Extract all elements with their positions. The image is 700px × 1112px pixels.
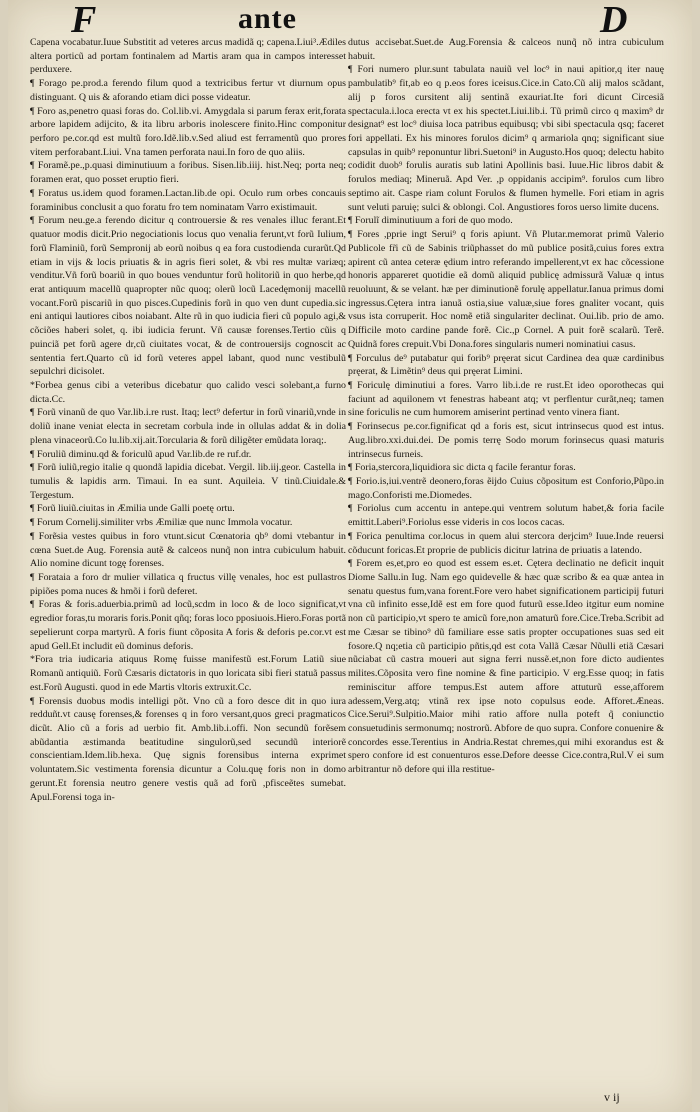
entry-forensia: ¶ Forẽsia vestes quibus in foro vtunt.sicut Cœnatoria qb⁹ domi vtebantur in cœna Suet.de Aug. Forensia autẽ & calceos nunq̃ non intra cubiculum habuit. Alio nomine dicunt togę forenses.	[30, 530, 346, 570]
header-left-letter: F	[71, 0, 97, 41]
entry-forum-vinarium: ¶ Forũ vinanũ de quo Var.lib.i.re rust. Itaq; lect⁹ defertur in forũ vinariũ,vnde in doliũ inane veniat electa in secretam corbula inde in ollulas addat & in dolia plena vinaceorũ.Co lu.lib.xij.ait.Torcularia & forũ diligẽter emũdata loraq;.	[30, 407, 346, 446]
book-page	[8, 0, 692, 1112]
entry-forum-iulium: ¶ Forũ iuliũ,regio italie q quondã lapidia dicebat. Vergil. lib.iij.geor. Castella in tumulis & lapidis arm. Timaui. In ea sunt. Aquileia. V tinũ.Ciuidale.& Tergestum.	[30, 462, 346, 501]
entry-forinsecus: ¶ Forinsecus pe.cor.fignificat qd a foris est, sicut intrinsecus quod est intus. Aug.libro.xxi.dui.dei. De pomis terrę Sodo morum forinsecus quasi maturis intrinsecus furneis.	[348, 421, 664, 460]
entry-foria: ¶ Foria,stercora,liquidiora sic dicta q facile ferantur foras.	[348, 462, 576, 474]
entry-forculus: ¶ Forculus de⁹ putabatur qui forib⁹ pręerat sicut Cardinea dea quæ cardinibus pręerat, & Limẽtin⁹ deus qui pręerat Limini.	[348, 352, 664, 378]
right-text-column	[348, 36, 664, 1076]
running-header	[8, 0, 692, 41]
entry-foriculae: ¶ Foriculę diminutiui a fores. Varro lib.i.de re rust.Et ideo oporothecas qui faciunt ad aquilonem vt fenestras habeant atq; vt perflentur curãt,neq; tamen sine foriculis ne cum humorem amiserint pertinad vento vinera fiant.	[348, 379, 664, 419]
entry-foriolus: ¶ Foriolus cum accentu in antepe.qui ventrem solutum habet,& foria facile emittit.Laberi⁹.Foriolus esse videris in cos locos cacas.	[348, 503, 664, 529]
entry-fora-tria: *Fora tria iudicaria atiquus Romę fuisse manifestũ est.Forum Latiũ siue Romanũ antiquiũ. Forũ Cæsaris dictatoris in quo loricata sibi fieri statuã passus est.Forũ Augusti. quod in ede Martis vltoris extruxit.Cc.	[30, 654, 346, 693]
entry-forensis: ¶ Forensis duobus modis intelligi põt. Vno cũ a foro desce dit in quo iura redduñt.vt causę forenses,& forenses q in foro versant,quos greci pragmaticos dicũt. Alio cũ a foris ad uerbio fit. Amb.lib.i.offi. Non secundũ forẽsem abũdantia æstimanda beatitudine singulorũ,sed secundũ interiorẽ conscientiam.Idem.lib.hexa. Quę signis forensibus interna exprimet voluntatem.Sic vestimenta forensia dicuntur a Colu.quę foris non in domo gerunt.Et forensia neutro genere vestis quã ad forũ ,pfisceẽtes sumebat. Apul.Forensi toga in-	[30, 695, 346, 803]
signature-mark: v ij	[604, 1090, 620, 1104]
header-word: ante	[238, 2, 297, 35]
entry-foro: ¶ Foro as,penetro quasi foras do. Col.lib.vi. Amygdala si parum ferax erit,forata arbore lapidem adijcito, & ita libru arboris inolescere finito.Hinc componitur perforo pe.cor.qd est multũ foro.Idẽ.lib.v.Sed aliud est ferramentũ quo prores vitem perforabant.Liui. Vna tamen perforata naui.In foro de quo aliis.	[30, 105, 346, 158]
entry-forica: ¶ Forica penultima cor.locus in quem alui stercora derjcim⁹ Iuue.Inde reuersi cõducunt foricas.Et proprie de publicis dicitur latrina de priuatis a latendo.	[348, 530, 664, 556]
entry-fores: ¶ Fores ,pprie ingt Serui⁹ q foris apiunt. Vñ Plutar.memorat primũ Valerio Publicole fr̃i cũ de Sabinis triũphasset do mũ publice positã,cuius fores extra apirent cũ antea ceteræ ędium intro referando impellerent,vt ex hac cõcessione honoris appareret quotidie eã domũ aliquid publicę admissurã Valuæ q intus reuoluunt, & se velant. hæ per diminutionẽ forulę appellatur.Ianua primus domi ingressus.Cętera intra ianuã ostia,siue valuæ,siue fores gnaliter vocant, quis vsus ista corruperit. Hoc nomẽ etiã singulariter declinat. Oui.lib. prio de amo. Difficile moto cardine pande forẽ. Cic.,p Cornel. A puit forẽ scalarũ. Terẽ. Quidnã fores crepuit.Vbi Dona.fores singularis numeri nominatiui casus.	[348, 229, 664, 350]
entry-forum-liuium: ¶ Forũ liuiũ.ciuitas in Æmilia unde Galli poetę ortu.	[30, 503, 235, 515]
entry-continuation: dutus accisebat.Suet.de Aug.Forensia & calceos nunq̃ nõ intra cubiculum habuit.	[348, 37, 664, 62]
entry-fori: ¶ Fori numero plur.sunt tabulata nauiũ vel loc⁹ in naui apitior,q iter nauę pambulatib⁹ fit,ab eo q p.eos fores iceisus.Cice.in Cato.Cũ alij malos scãdant, alij p foros cursitent alij sentinã exauriat.Ite fori dicunt Circesiã spectacula.i.loca erecta vt ex his spectet.Liui.lib.i. Tũ primũ circo q maxim⁹ dr designat⁹ est loc⁹ diuisa loca patribus equibusq; vbi sibi spectacula qsq; faceret fori appellati. Ex his minores forulos dicim⁹ q armariola qnq; significant siue capsulas in quib⁹ reponuntur libri.Suetoni⁹ in Augusto.Hos quoq; delectu habito codidit duob⁹ forulis auratis sub latini Apollinis basi. Iuue.Hic libros dabit & forulos mediaq; Mineruã. Apd Ver. ,p oppidanis accipim⁹. forulos cum libro septimo ait. Caspe riam colunt Forulos & flumen hymelle. Fori etiam in agris sunt veluti paruię; sulci & oblongi. Col. Angustiores foros uerso limite ducens.	[348, 64, 664, 213]
entry-foratus: ¶ Foratus us.idem quod foramen.Lactan.lib.de opi. Oculo rum orbes concauis foraminibus conclusit a quo foratu fro tem nominatam Varro existimauit.	[30, 187, 346, 213]
entry-forem: ¶ Forem es,et,pro eo quod est essem es.et. Cętera declinatio ne deficit inquit Diome Sallu.in Iug. Nam ego quidevelle & hæc quæ scribo & ea quæ antea in senatu questus fum,vana forent.Fore vero habet significationem participij futuri vna cũ infinito esse,Idẽ est em fore quod futurũ esse.Ideo itgitur eum nomine non cũ participio,vt spero te amicũ fore,non amaturũ fore.Cice.Treba.Scribit ad me Cæsar se tibino⁹ dũ familiare esse satis propter occupationes suas sed eit fosore.Q nq;etia cũ participio pñtis,qd est cota Vallã Cæsar Nũulli etiã Cæsari nũciabat cũ castra moueri aut signa ferri nussẽ.et,non fore dicto audientes milites.Cõposita vero fine nomine & fine participio. V erg.Esse quoq; in fatis reminiscitur affore tempus.Est autem affore attuturũ esse,afforem adessem,Verg.atq; vtinã rex ipse noto copulsus eode. Afforet.Æneas. Cice.Serui⁹.Sulpitio.Maior mihi ratio affore nulla poteft q̃ coniunctio consuetudinis sermonumq; nostrorũ. Abfore de quo supra. Confore conuenire & concordes esse.Terentius in Andria.Restat chremes,qui mihi exorandus est & spero confore id est conuenturos esse.Defore deesse Cice.contra,Rul.V ei sum arbitrantur nõ defore qui illa restitue-	[348, 558, 664, 776]
entry-foras: ¶ Foras & foris.aduerbia.primũ ad locũ,scdm in loco & de loco significat,vt egredior foras,tu moraris foris.Ponit qñq; foras loco pposiuois.Hiero.Foras portã sepelierunt corpa martyrũ. A foris fiunt cõposita A foris & deforis pe.cor.vt est apud Gell.Et includit eũ dominus deforis.	[30, 599, 346, 652]
entry-forum-cornelij: ¶ Forum Cornelij.similiter vrbs Æmiliæ que nunc Immola vocatur.	[30, 517, 293, 529]
left-text-column	[30, 36, 346, 1076]
entry-forago: ¶ Forago pe.prod.a ferendo filum quod a textricibus fertur vt diurnum opus distinguant. Q uis & aforando etiam dici posse videatur.	[30, 78, 346, 103]
entry-forulum: ¶ Foruliũ diminu.qd & foriculũ apud Var.lib.de re ruf.dr.	[30, 448, 252, 460]
entry-foramen: ¶ Foramẽ.pe.,p.quasi diminutiuum a foribus. Sisen.lib.iiij. hist.Neq; porta neq; foramen erat, quo posset eruptio fieri.	[30, 160, 346, 186]
entry-forbea: *Forbea genus cibi a veteribus dicebatur quo calido vesci solebant,a furno dicta.Cc.	[30, 379, 346, 405]
entry-foruli: ¶ Forulĩ diminutiuum a fori de quo modo.	[348, 215, 513, 227]
entry-forum: ¶ Forum neu.ge.a ferendo dicitur q controuersie & res venales illuc ferant.Et quatuor modis dicit.Prio negociationis locus quo venalia ferunt,vt forũ Iulium, forũ Flaminiũ, forũ Sempronij ab eorũ noibus q ea fora custodienda curarũt.Qd etiam in vijs & locis priuatis & in agris fieri solet, & vbi res multæ variæq; venditur.Vñ forũ boariũ in quo boues venduntur forũ holitoriũ in quo herbe,qd erat antiquum macellũ quapropter nũc quoq; olerũ locũ Lacedęmonij macellũ vocant.Forũ piscariũ in quo pisces.Cupedinis forũ in quo ven dunt cupedia.sic eni antiqui lautiores cibos noiabant. Alte rũ in quo iudicia fieri cũ populo agi,& cõciões haberi solet, q. ibi iudicia ferunt. Vñ causæ forenses.Tertio cũis q puinciã pet forũ agere dr,cũ ciuitates vocat, & de controuersijs cognoscit ac sententia fert.Quarto cũ id forũ veteres appel labant, quod nunc vestibulũ sepulchri dicisolet.	[30, 215, 346, 378]
header-right-letter: D	[600, 0, 628, 41]
entry-forataia: ¶ Forataia a foro dr mulier villatica q fructus villę venales, hoc est pullastros pipiões poma nuces & hmõi i forũ deferet.	[30, 572, 346, 597]
entry-capena: Capena vocabatur.Iuue Substitit ad veteres arcus madidã q; capena.Liui³.Ædiles altera porticũ ad portam fontinalem ad Martis aram qua in campos interesset perduxere.	[30, 37, 346, 76]
entry-forio: ¶ Forio.is,iui.ventrẽ deonero,foras ẽijdo Cuius cõpositum est Conforio,Pũpo.in mago.Conforisti me.Diomedes.	[348, 476, 664, 501]
